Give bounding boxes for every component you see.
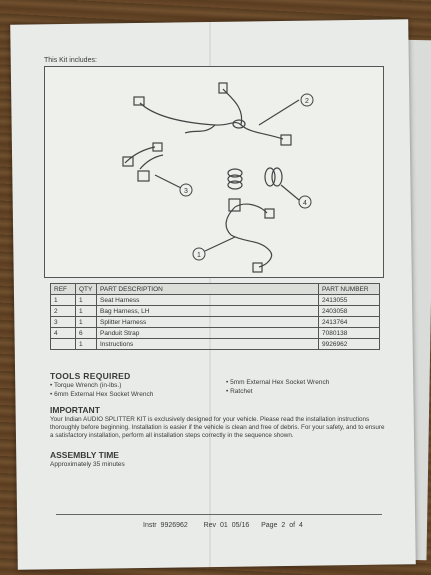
leader-line-3 bbox=[155, 175, 181, 188]
cell-part-number: 2413055 bbox=[319, 295, 380, 306]
cell-description: Bag Harness, LH bbox=[97, 306, 319, 317]
header-description: PART DESCRIPTION bbox=[97, 284, 319, 295]
cell-description: Seat Harness bbox=[97, 295, 319, 306]
cell-qty: 1 bbox=[76, 339, 97, 350]
bag-harness-wire bbox=[140, 103, 283, 139]
important-heading: IMPORTANT bbox=[50, 405, 100, 415]
callout-2: 2 bbox=[305, 98, 309, 105]
footer-divider bbox=[56, 514, 382, 515]
table-row bbox=[51, 317, 380, 328]
parts-table bbox=[50, 283, 380, 350]
tool-item-label: 5mm External Hex Socket Wrench bbox=[230, 379, 330, 386]
table-row bbox=[51, 328, 380, 339]
cell-description: Panduit Strap bbox=[97, 328, 319, 339]
cell-ref: 2 bbox=[51, 306, 76, 317]
leader-line-1 bbox=[205, 237, 235, 251]
bag-harness-branch2 bbox=[185, 125, 215, 133]
tools-heading: TOOLS REQUIRED bbox=[50, 371, 131, 381]
cell-description: Splitter Harness bbox=[97, 317, 319, 328]
leader-line-2 bbox=[259, 100, 299, 125]
cell-part-number: 9926962 bbox=[319, 339, 380, 350]
leader-line-4 bbox=[281, 185, 299, 200]
assembly-time-heading: ASSEMBLY TIME bbox=[50, 450, 119, 460]
cell-qty: 1 bbox=[76, 317, 97, 328]
assembly-time-text: Approximately 35 minutes bbox=[50, 461, 125, 468]
cell-description: Instructions bbox=[97, 339, 319, 350]
cell-qty: 6 bbox=[76, 328, 97, 339]
tool-item: • Torque Wrench (in-lbs.) bbox=[50, 382, 122, 389]
important-text: Your Indian AUDIO SPLITTER KIT is exclusively designed for your vehicle. Please read the installation instructions thoroughly before beginning. Installation is easier if the vehicle is clean and free of debris. For your safety, and to ensure a satisfactory installation, perform all installation steps correctly in the sequence shown. bbox=[50, 416, 385, 439]
header-qty: QTY bbox=[76, 284, 97, 295]
seat-harness-connector-b bbox=[265, 209, 274, 218]
header-ref: REF bbox=[51, 284, 76, 295]
cell-ref: 4 bbox=[51, 328, 76, 339]
tool-item: • 5mm External Hex Socket Wrench bbox=[226, 379, 330, 386]
kit-parts-diagram bbox=[44, 66, 384, 278]
parts-table-header bbox=[51, 284, 380, 295]
parts-illustration bbox=[45, 67, 383, 277]
cell-ref bbox=[51, 339, 76, 350]
callout-4: 4 bbox=[303, 200, 307, 207]
tool-item: • 6mm External Hex Socket Wrench bbox=[50, 391, 154, 398]
cell-part-number: 2413764 bbox=[319, 317, 380, 328]
page-number: Page 2 of 4 bbox=[261, 522, 303, 529]
bag-harness-connector-a bbox=[134, 97, 144, 105]
callout-1: 1 bbox=[197, 252, 201, 259]
page-footer bbox=[143, 522, 303, 529]
cell-qty: 1 bbox=[76, 306, 97, 317]
splitter-connector-b bbox=[138, 171, 149, 181]
bag-harness-connector-c bbox=[281, 135, 291, 145]
cell-ref: 3 bbox=[51, 317, 76, 328]
table-row bbox=[51, 306, 380, 317]
seat-harness-connector-c bbox=[253, 263, 262, 272]
cell-qty: 1 bbox=[76, 295, 97, 306]
tool-item-label: 6mm External Hex Socket Wrench bbox=[54, 391, 154, 398]
tool-item-label: Ratchet bbox=[230, 388, 253, 395]
table-row bbox=[51, 295, 380, 306]
callout-3: 3 bbox=[184, 188, 188, 195]
panduit-strap-b bbox=[272, 168, 282, 186]
cell-part-number: 7080138 bbox=[319, 328, 380, 339]
tool-item: • Ratchet bbox=[226, 388, 253, 395]
kit-includes-label: This Kit includes: bbox=[44, 57, 97, 64]
revision: Rev 01 05/16 bbox=[203, 522, 250, 529]
tool-item-label: Torque Wrench (in-lbs.) bbox=[53, 382, 122, 389]
table-row bbox=[51, 339, 380, 350]
instruction-number: Instr 9926962 bbox=[143, 522, 188, 529]
cell-ref: 1 bbox=[51, 295, 76, 306]
splitter-connector-a bbox=[123, 157, 133, 166]
panduit-coil bbox=[228, 169, 242, 189]
cell-part-number: 2403058 bbox=[319, 306, 380, 317]
header-part-number: PART NUMBER bbox=[319, 284, 380, 295]
